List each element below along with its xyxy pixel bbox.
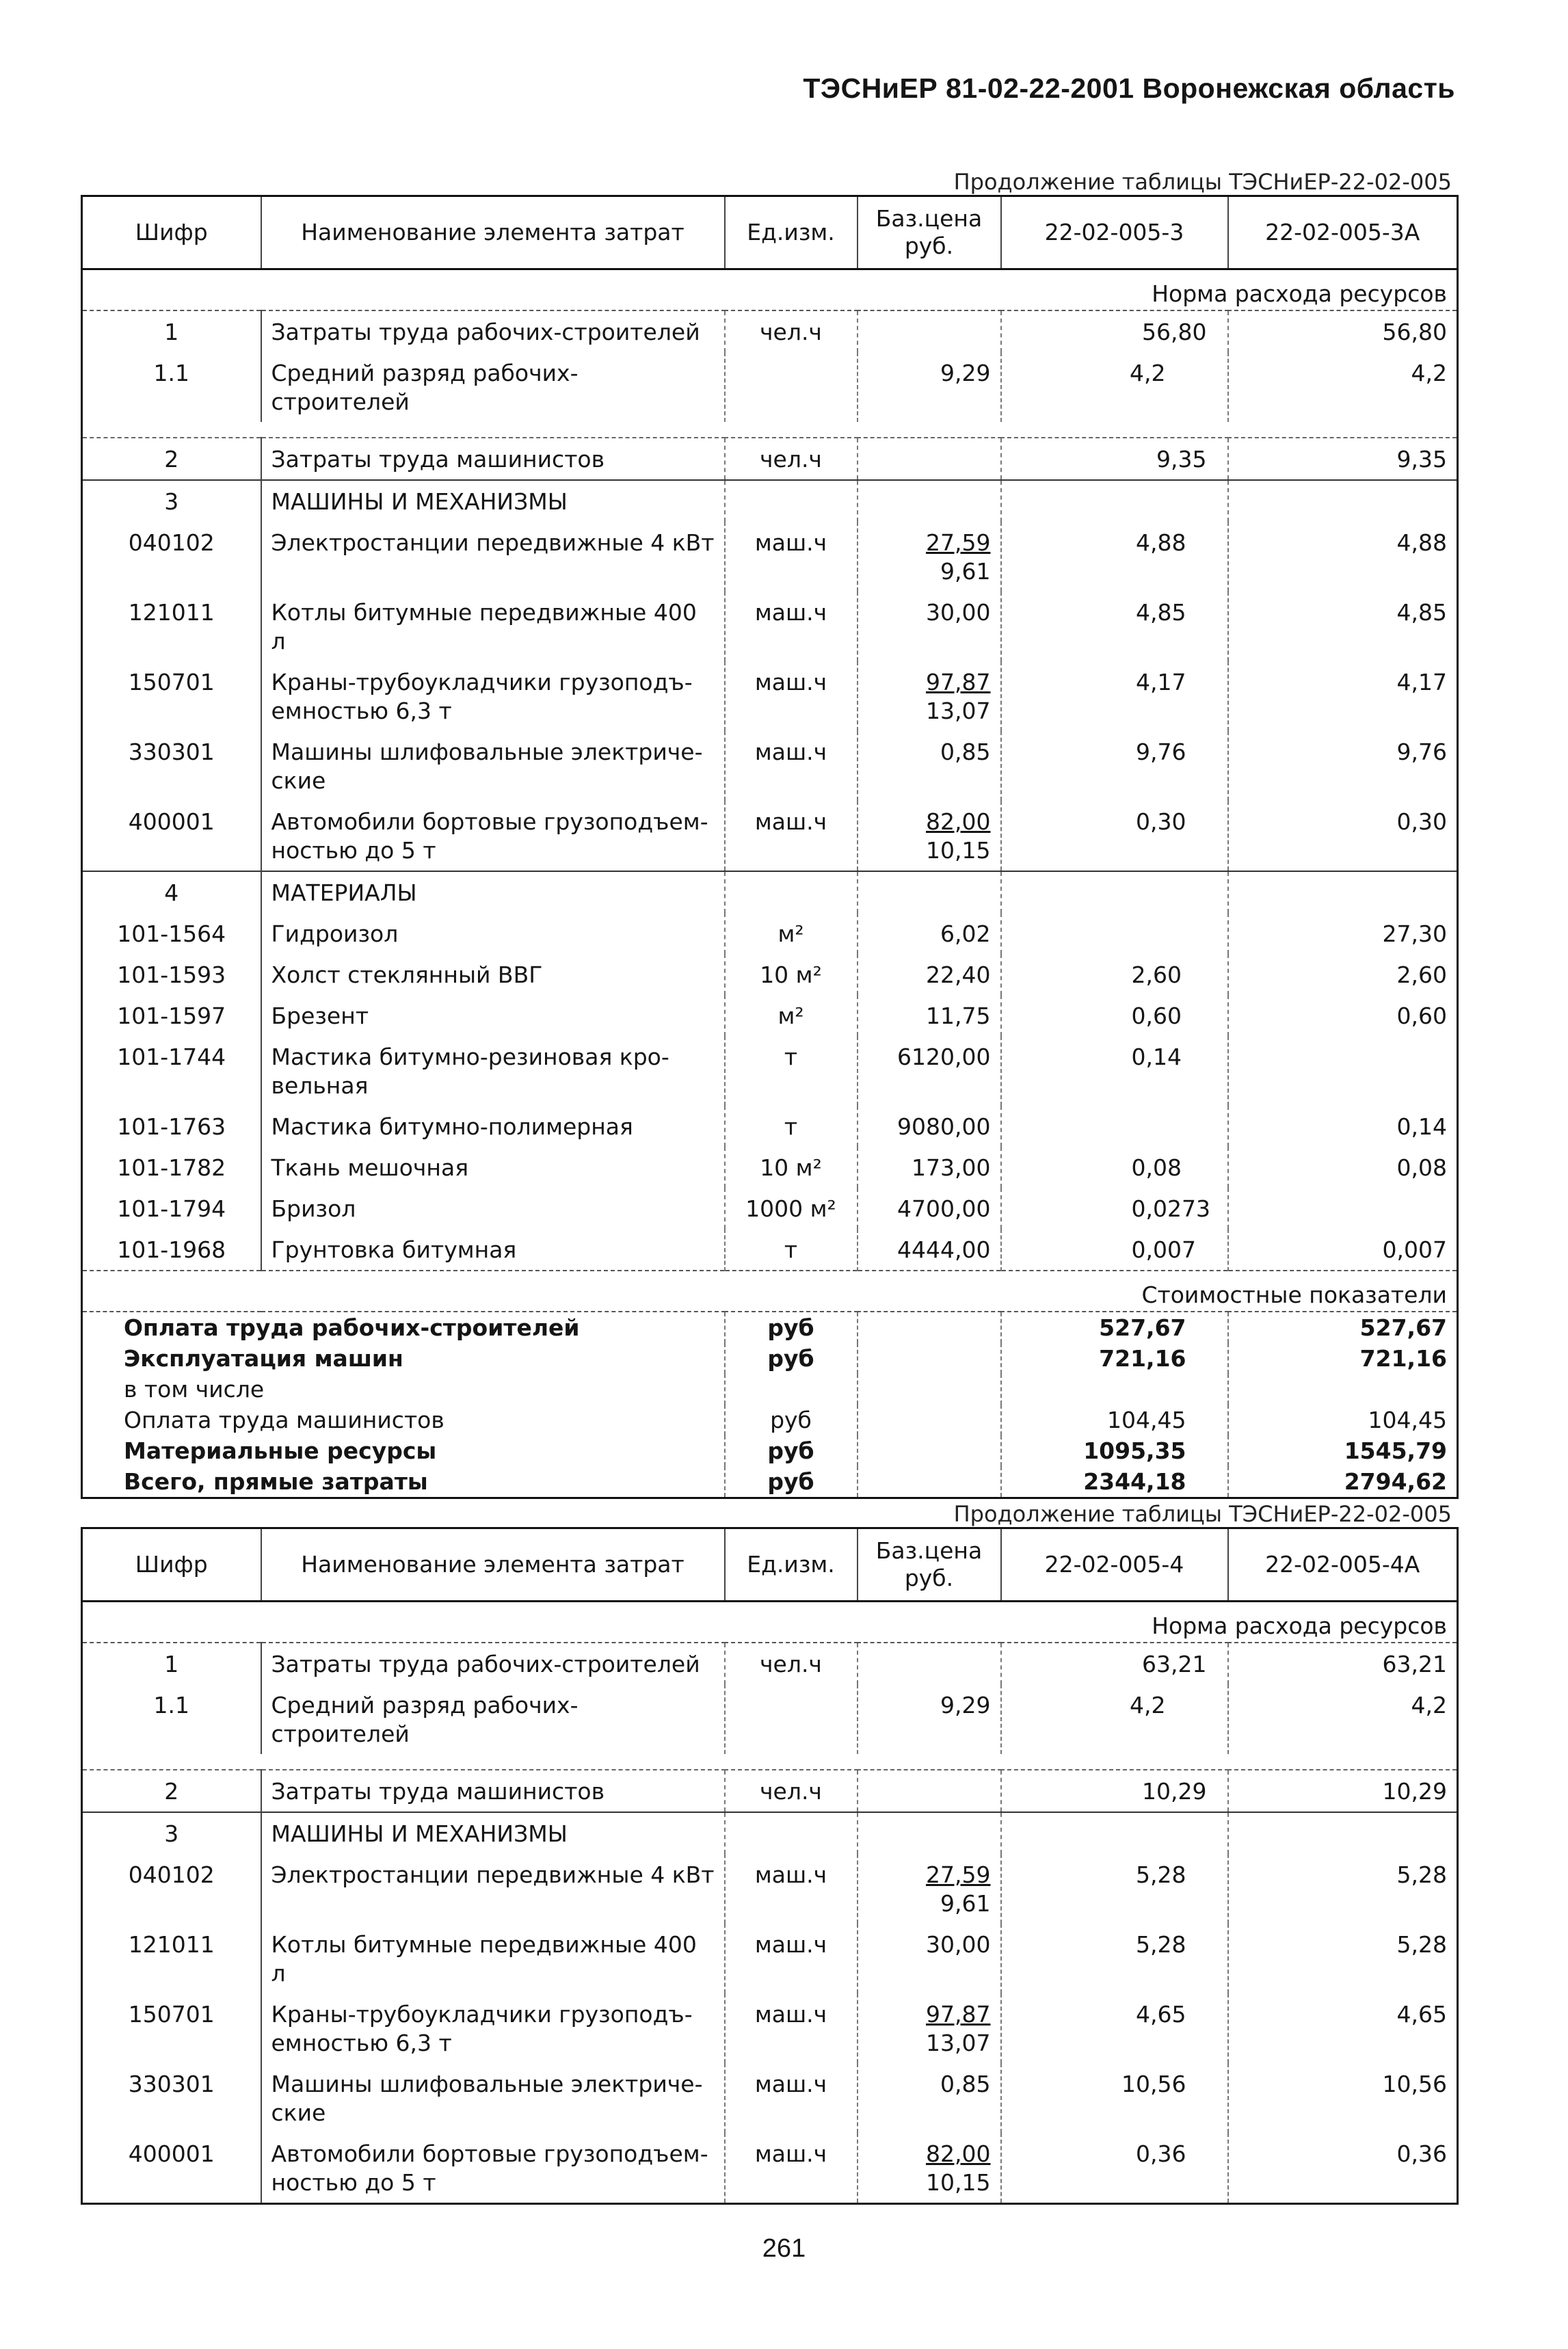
section-code: 3 — [164, 1820, 179, 1847]
column-header-variant-1: 22-02-005-4 — [1001, 1528, 1228, 1602]
row-name: Затраты труда рабочих-строителей — [261, 310, 725, 352]
row-name: Котлы битумные передвижные 400 л — [261, 1924, 725, 1993]
price-operator-wage: 9,61 — [940, 558, 991, 585]
summary-row — [82, 1343, 1458, 1374]
column-header-code: Шифр — [82, 1528, 261, 1602]
summary-row — [82, 1466, 1458, 1498]
row-name: Грунтовка битумная — [261, 1229, 725, 1271]
row-value-2: 9,76 — [1228, 731, 1458, 801]
price-operator-wage: 10,15 — [926, 2169, 991, 2196]
row-value-1: 4,88 — [1001, 522, 1228, 592]
table-row — [82, 1106, 1458, 1147]
summary-value-2: 104,45 — [1228, 1405, 1458, 1435]
table-row — [82, 731, 1458, 801]
row-value-2: 0,60 — [1228, 995, 1458, 1036]
row-code: 1 — [164, 1651, 179, 1677]
row-name: Краны-трубоукладчики грузоподъ-емностью 6,3 т — [261, 1993, 725, 2063]
row-value-1: 9,76 — [1001, 731, 1228, 801]
row-value-1: 10,29 — [1001, 1770, 1228, 1812]
row-name: Средний разряд рабочих-строителей — [261, 1684, 725, 1754]
row-value-1 — [1001, 1106, 1228, 1147]
row-value-2: 27,30 — [1228, 913, 1458, 954]
summary-value-1 — [1001, 1374, 1228, 1405]
row-value-1: 0,36 — [1001, 2133, 1228, 2204]
row-code: 330301 — [128, 739, 215, 765]
row-value-2: 9,35 — [1228, 438, 1458, 480]
price-base: 30,00 — [926, 1931, 991, 1958]
row-code: 040102 — [128, 529, 215, 556]
summary-empty-price — [858, 1343, 1001, 1374]
row-price — [858, 1924, 1001, 1993]
column-header-name: Наименование элемента затрат — [261, 196, 725, 269]
summary-unit — [725, 1374, 858, 1405]
row-value-2: 10,56 — [1228, 2063, 1458, 2133]
row-price — [858, 2063, 1001, 2133]
row-price: 4444,00 — [858, 1229, 1001, 1271]
row-price — [858, 661, 1001, 731]
price-base: 27,59 — [926, 1861, 991, 1888]
price-base: 82,00 — [926, 2140, 991, 2167]
row-value-1: 10,56 — [1001, 2063, 1228, 2133]
summary-label: Оплата труда машинистов — [124, 1407, 444, 1433]
row-value-2: 63,21 — [1228, 1643, 1458, 1684]
page-title: ТЭСНиЕР 81-02-22-2001 Воронежская область — [803, 72, 1455, 104]
row-value-2: 56,80 — [1228, 310, 1458, 352]
row-value-2: 4,2 — [1228, 352, 1458, 422]
row-code: 150701 — [128, 2001, 215, 2028]
row-name: Котлы битумные передвижные 400 л — [261, 592, 725, 661]
price-base: 30,00 — [926, 599, 991, 626]
row-price: 9080,00 — [858, 1106, 1001, 1147]
row-value-2: 4,85 — [1228, 592, 1458, 661]
table-row — [82, 954, 1458, 995]
table-row — [82, 438, 1458, 480]
row-name: Краны-трубоукладчики грузоподъ-емностью 6,3 т — [261, 661, 725, 731]
row-price: 4700,00 — [858, 1188, 1001, 1229]
section-title: МАТЕРИАЛЫ — [261, 871, 725, 913]
summary-row — [82, 1435, 1458, 1466]
row-value-2: 2,60 — [1228, 954, 1458, 995]
table-row — [82, 1684, 1458, 1754]
price-base: 0,85 — [940, 2071, 991, 2097]
cost-section-row — [82, 1271, 1458, 1312]
row-name: Затраты труда машинистов — [261, 438, 725, 480]
norm-label: Норма расхода ресурсов — [82, 1602, 1458, 1643]
row-name: Брезент — [261, 995, 725, 1036]
summary-value-2: 2794,62 — [1228, 1466, 1458, 1498]
row-code: 101-1744 — [117, 1044, 226, 1070]
summary-empty-price — [858, 1466, 1001, 1498]
row-unit — [725, 352, 858, 422]
row-unit — [725, 1684, 858, 1754]
row-name: Электростанции передвижные 4 кВт — [261, 522, 725, 592]
summary-empty-price — [858, 1405, 1001, 1435]
summary-value-2 — [1228, 1374, 1458, 1405]
row-unit: м² — [725, 913, 858, 954]
row-unit: маш.ч — [725, 661, 858, 731]
row-value-1: 0,007 — [1001, 1229, 1228, 1271]
section-header-row — [82, 480, 1458, 522]
row-value-1: 0,08 — [1001, 1147, 1228, 1188]
summary-label: Оплата труда рабочих-строителей — [124, 1314, 580, 1341]
row-name: Автомобили бортовые грузоподъем-ностью до 5 т — [261, 2133, 725, 2204]
table-header-row — [82, 196, 1458, 269]
price-operator-wage: 9,61 — [940, 1890, 991, 1917]
summary-unit: руб — [725, 1435, 858, 1466]
norm-label: Норма расхода ресурсов — [82, 269, 1458, 311]
row-name: Затраты труда машинистов — [261, 1770, 725, 1812]
section-code: 4 — [164, 879, 179, 906]
row-value-2 — [1228, 1036, 1458, 1106]
row-name: Машины шлифовальные электриче-ские — [261, 2063, 725, 2133]
row-unit: чел.ч — [725, 1643, 858, 1684]
row-price: 22,40 — [858, 954, 1001, 995]
row-value-1: 0,14 — [1001, 1036, 1228, 1106]
row-value-1: 4,65 — [1001, 1993, 1228, 2063]
price-base: 0,85 — [940, 739, 991, 765]
column-header-variant-2: 22-02-005-3А — [1228, 196, 1458, 269]
table-row — [82, 661, 1458, 731]
summary-label: Эксплуатация машин — [124, 1345, 403, 1372]
table-row — [82, 1770, 1458, 1812]
price-operator-wage: 13,07 — [926, 2030, 991, 2056]
row-value-2: 0,14 — [1228, 1106, 1458, 1147]
row-name: Ткань мешочная — [261, 1147, 725, 1188]
summary-value-2: 527,67 — [1228, 1312, 1458, 1343]
row-unit: чел.ч — [725, 438, 858, 480]
table-row — [82, 2133, 1458, 2204]
row-unit: маш.ч — [725, 592, 858, 661]
table-row — [82, 1036, 1458, 1106]
table-row — [82, 801, 1458, 871]
row-value-1: 0,0273 — [1001, 1188, 1228, 1229]
column-header-name: Наименование элемента затрат — [261, 1528, 725, 1602]
section-title: МАШИНЫ И МЕХАНИЗМЫ — [261, 1812, 725, 1854]
table-row — [82, 310, 1458, 352]
row-code: 1.1 — [153, 360, 189, 386]
row-unit: маш.ч — [725, 1854, 858, 1924]
row-unit: маш.ч — [725, 2063, 858, 2133]
row-unit: маш.ч — [725, 1993, 858, 2063]
row-name: Автомобили бортовые грузоподъем-ностью до 5 т — [261, 801, 725, 871]
row-value-2: 0,30 — [1228, 801, 1458, 871]
row-value-2: 0,36 — [1228, 2133, 1458, 2204]
row-value-1: 0,30 — [1001, 801, 1228, 871]
row-name: Электростанции передвижные 4 кВт — [261, 1854, 725, 1924]
summary-empty-price — [858, 1374, 1001, 1405]
table-row — [82, 352, 1458, 422]
row-value-1: 9,35 — [1001, 438, 1228, 480]
row-unit: маш.ч — [725, 801, 858, 871]
row-unit: м² — [725, 995, 858, 1036]
table-row — [82, 1993, 1458, 2063]
row-price — [858, 592, 1001, 661]
row-price — [858, 801, 1001, 871]
summary-row — [82, 1374, 1458, 1405]
column-header-variant-2: 22-02-005-4А — [1228, 1528, 1458, 1602]
row-value-1: 2,60 — [1001, 954, 1228, 995]
summary-unit: руб — [725, 1343, 858, 1374]
price-base: 27,59 — [926, 529, 991, 556]
row-value-2: 0,08 — [1228, 1147, 1458, 1188]
row-price — [858, 1770, 1001, 1812]
summary-unit: руб — [725, 1405, 858, 1435]
row-code: 400001 — [128, 808, 215, 835]
row-price — [858, 1993, 1001, 2063]
row-value-2: 10,29 — [1228, 1770, 1458, 1812]
row-name: Машины шлифовальные электриче-ские — [261, 731, 725, 801]
row-code: 121011 — [128, 599, 215, 626]
page-number: 261 — [762, 2234, 806, 2263]
row-price — [858, 1854, 1001, 1924]
row-value-1: 4,17 — [1001, 661, 1228, 731]
row-code: 101-1968 — [117, 1236, 226, 1263]
price-operator-wage: 10,15 — [926, 837, 991, 864]
table-row — [82, 2063, 1458, 2133]
table-row — [82, 1643, 1458, 1684]
summary-empty-price — [858, 1435, 1001, 1466]
row-unit: т — [725, 1036, 858, 1106]
norm-section-row — [82, 1602, 1458, 1643]
row-price: 11,75 — [858, 995, 1001, 1036]
row-unit: 10 м² — [725, 1147, 858, 1188]
table-row — [82, 1188, 1458, 1229]
row-name: Мастика битумно-резиновая кро-вельная — [261, 1036, 725, 1106]
resource-table-2 — [81, 1527, 1459, 2205]
row-value-1: 56,80 — [1001, 310, 1228, 352]
row-code: 121011 — [128, 1931, 215, 1958]
row-code: 101-1597 — [117, 1003, 226, 1029]
row-unit: чел.ч — [725, 1770, 858, 1812]
row-code: 2 — [164, 1778, 179, 1805]
row-price — [858, 438, 1001, 480]
row-code: 1.1 — [153, 1692, 189, 1718]
table-row — [82, 1229, 1458, 1271]
table-row — [82, 995, 1458, 1036]
row-code: 101-1782 — [117, 1154, 226, 1181]
summary-unit: руб — [725, 1466, 858, 1498]
summary-value-1: 1095,35 — [1001, 1435, 1228, 1466]
section-header-row — [82, 871, 1458, 913]
row-name: Бризол — [261, 1188, 725, 1229]
row-value-1: 5,28 — [1001, 1924, 1228, 1993]
table-row — [82, 1854, 1458, 1924]
row-value-1: 4,2 — [1001, 1684, 1228, 1754]
table-row — [82, 1924, 1458, 1993]
row-price — [858, 1643, 1001, 1684]
price-base: 97,87 — [926, 669, 991, 695]
column-header-variant-1: 22-02-005-3 — [1001, 196, 1228, 269]
row-name: Затраты труда рабочих-строителей — [261, 1643, 725, 1684]
row-unit: маш.ч — [725, 2133, 858, 2204]
row-value-1: 63,21 — [1001, 1643, 1228, 1684]
table-continuation-label: Продолжение таблицы ТЭСНиЕР-22-02-005 — [953, 169, 1452, 195]
table-continuation-label: Продолжение таблицы ТЭСНиЕР-22-02-005 — [953, 1501, 1452, 1527]
row-unit: чел.ч — [725, 310, 858, 352]
row-value-2: 4,17 — [1228, 661, 1458, 731]
row-code: 150701 — [128, 669, 215, 695]
column-header-unit: Ед.изм. — [725, 196, 858, 269]
row-code: 101-1593 — [117, 961, 226, 988]
row-code: 400001 — [128, 2140, 215, 2167]
summary-value-1: 721,16 — [1001, 1343, 1228, 1374]
summary-label: Всего, прямые затраты — [124, 1468, 428, 1495]
row-code: 101-1763 — [117, 1113, 226, 1140]
column-header-price: Баз.цена руб. — [858, 196, 1001, 269]
row-name: Средний разряд рабочих-строителей — [261, 352, 725, 422]
column-header-price: Баз.цена руб. — [858, 1528, 1001, 1602]
row-value-2: 5,28 — [1228, 1854, 1458, 1924]
row-name: Гидроизол — [261, 913, 725, 954]
price-base: 82,00 — [926, 808, 991, 835]
table-header-row — [82, 1528, 1458, 1602]
resource-table-1 — [81, 195, 1459, 1499]
row-name: Мастика битумно-полимерная — [261, 1106, 725, 1147]
summary-label: Материальные ресурсы — [124, 1437, 437, 1464]
row-price: 6120,00 — [858, 1036, 1001, 1106]
row-value-2: 5,28 — [1228, 1924, 1458, 1993]
summary-label: в том числе — [124, 1376, 265, 1403]
row-value-1 — [1001, 913, 1228, 954]
row-code: 2 — [164, 446, 179, 473]
row-unit: маш.ч — [725, 1924, 858, 1993]
row-unit: 1000 м² — [725, 1188, 858, 1229]
row-value-2: 0,007 — [1228, 1229, 1458, 1271]
row-price: 9,29 — [858, 352, 1001, 422]
cost-label: Стоимостные показатели — [82, 1271, 1458, 1312]
row-code: 040102 — [128, 1861, 215, 1888]
row-price — [858, 522, 1001, 592]
table-row — [82, 592, 1458, 661]
row-code: 330301 — [128, 2071, 215, 2097]
row-price: 173,00 — [858, 1147, 1001, 1188]
row-price — [858, 2133, 1001, 2204]
column-header-code: Шифр — [82, 196, 261, 269]
row-name: Холст стеклянный ВВГ — [261, 954, 725, 995]
row-price — [858, 731, 1001, 801]
section-code: 3 — [164, 488, 179, 515]
table-row — [82, 913, 1458, 954]
row-value-1: 5,28 — [1001, 1854, 1228, 1924]
row-price: 9,29 — [858, 1684, 1001, 1754]
section-header-row — [82, 1812, 1458, 1854]
summary-empty-price — [858, 1312, 1001, 1343]
row-code: 101-1794 — [117, 1195, 226, 1222]
row-unit: т — [725, 1106, 858, 1147]
section-title: МАШИНЫ И МЕХАНИЗМЫ — [261, 480, 725, 522]
row-value-2: 4,65 — [1228, 1993, 1458, 2063]
summary-value-2: 721,16 — [1228, 1343, 1458, 1374]
row-value-2: 4,2 — [1228, 1684, 1458, 1754]
summary-value-1: 104,45 — [1001, 1405, 1228, 1435]
row-code: 1 — [164, 319, 179, 345]
row-price: 6,02 — [858, 913, 1001, 954]
row-unit: маш.ч — [725, 522, 858, 592]
summary-row — [82, 1405, 1458, 1435]
row-price — [858, 310, 1001, 352]
column-header-unit: Ед.изм. — [725, 1528, 858, 1602]
summary-value-1: 2344,18 — [1001, 1466, 1228, 1498]
summary-value-1: 527,67 — [1001, 1312, 1228, 1343]
price-base: 97,87 — [926, 2001, 991, 2028]
price-operator-wage: 13,07 — [926, 698, 991, 724]
summary-value-2: 1545,79 — [1228, 1435, 1458, 1466]
row-code: 101-1564 — [117, 920, 226, 947]
row-unit: т — [725, 1229, 858, 1271]
row-value-1: 0,60 — [1001, 995, 1228, 1036]
row-value-1: 4,85 — [1001, 592, 1228, 661]
row-value-2 — [1228, 1188, 1458, 1229]
row-unit: 10 м² — [725, 954, 858, 995]
row-value-1: 4,2 — [1001, 352, 1228, 422]
table-row — [82, 1147, 1458, 1188]
row-unit: маш.ч — [725, 731, 858, 801]
row-value-2: 4,88 — [1228, 522, 1458, 592]
table-row — [82, 522, 1458, 592]
summary-unit: руб — [725, 1312, 858, 1343]
norm-section-row — [82, 269, 1458, 311]
summary-row — [82, 1312, 1458, 1343]
